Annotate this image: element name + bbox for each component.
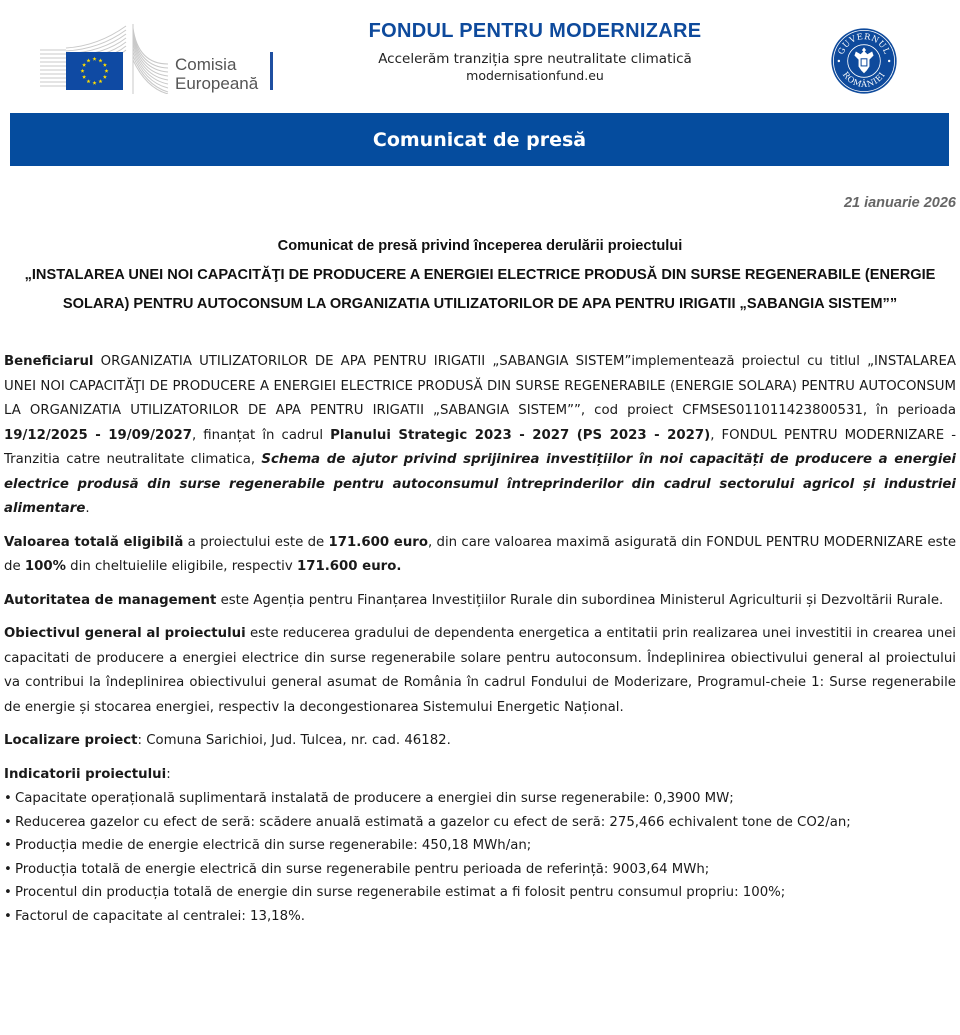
fund-title: FONDUL PENTRU MODERNIZARE — [368, 20, 702, 42]
location-label: Localizare proiect — [4, 733, 138, 748]
indicator-item — [4, 787, 956, 811]
eu-star-icon — [103, 63, 107, 67]
indicator-item — [4, 905, 956, 929]
bullet-icon: • — [4, 861, 12, 877]
project-period: 19/12/2025 - 19/09/2027 — [4, 427, 192, 443]
press-release-body — [4, 350, 956, 928]
banner-title: Comunicat de presă — [372, 128, 587, 151]
ec-logo-text — [175, 55, 258, 93]
headline-line-2: „INSTALAREA UNEI NOI CAPACITĂŢI DE PRODUCERE A ENERGIEI ELECTRICE PRODUSĂ DIN SURSE REGENERABILE (ENERGIE — [24, 267, 936, 283]
beneficiary-text-4: . — [85, 501, 90, 516]
beneficiary-text-3: , FONDUL PENTRU MODERNIZARE - Tranzitia catre neutralitate climatica, — [4, 427, 956, 467]
eu-star-icon — [98, 58, 102, 62]
press-release-banner — [10, 113, 949, 166]
indicators-list — [4, 787, 956, 928]
indicators-colon: : — [166, 766, 171, 782]
page-header — [0, 0, 960, 108]
management-authority-text: este Agenția pentru Finanțarea Investițiilor Rurale din subordinea Ministerul Agriculturii și Dezvoltării Rurale. — [216, 592, 944, 608]
seal-top-text: GUVERNUL — [835, 31, 893, 56]
beneficiary-text-2: , finanțat în cadrul — [191, 427, 331, 443]
bullet-icon: • — [4, 791, 12, 806]
indicator-text: Procentul din producția totală de energie din surse regenerabile estimat a fi folosit pentru consumul propriu: 100%; — [15, 885, 786, 900]
indicator-text: Producția totală de energie electrică din surse regenerabile pentru perioada de referință: 9003,64 MWh; — [15, 861, 710, 877]
headline-line-3: SOLARA) PENTRU AUTOCONSUM LA ORGANIZATIA UTILIZATORILOR DE APA PENTRU IRIGATII „SABANGIA SISTEM”” — [62, 296, 898, 312]
eligible-value-text: a proiectului este de — [183, 534, 329, 550]
indicator-item — [4, 858, 956, 882]
general-objective-text: este reducerea gradului de dependenta energetica a entitatii prin realizarea unei investitii in crearea unei capacitati de producere a energiei electrice din surse regenerabile solare pentru autoconsum. Îndeplinirea obiectivului general al proiectului va contribui la îndeplinirea obiectivului general asumat de România în cadrul Fondului de Moderizare, Programul-cheie 1: Surse regenerabile de energie și stocarea energiei, respectiv la decongestionarea Sistemului Energetic Național. — [4, 626, 956, 715]
general-objective-paragraph — [4, 622, 956, 720]
eligible-value-text-4: . — [396, 559, 402, 574]
eu-star-icon — [86, 79, 90, 83]
eligible-value-label: Valoarea totală eligibilă — [4, 534, 184, 550]
eu-star-icon — [92, 81, 96, 85]
eu-star-icon — [98, 79, 102, 83]
management-authority-paragraph — [4, 589, 956, 614]
bullet-icon: • — [4, 838, 12, 853]
general-objective-label: Obiectivul general al proiectului — [4, 626, 246, 641]
eligible-value-text-2: , din care valoarea maximă asigurată din FONDUL PENTRU MODERNIZARE este de — [4, 534, 956, 574]
seal-bottom-text: ROMÂNIEI — [840, 69, 888, 89]
location-text: : Comuna Sarichioi, Jud. Tulcea, nr. cad. 46182. — [137, 733, 451, 748]
bullet-icon: • — [4, 814, 12, 830]
modernisation-fund-block — [340, 20, 730, 83]
indicator-text: Producția medie de energie electrică din surse regenerabile: 450,18 MWh/an; — [15, 838, 532, 853]
management-authority-label: Autoritatea de management — [4, 592, 217, 608]
eu-star-icon — [82, 63, 86, 67]
total-eligible-value: 171.600 euro — [328, 534, 428, 550]
beneficiary-paragraph — [4, 350, 956, 522]
beneficiary-label: Beneficiarul — [4, 354, 94, 369]
eligible-value-paragraph — [4, 531, 956, 580]
romanian-government-seal-icon — [830, 27, 898, 95]
bullet-icon: • — [4, 885, 12, 900]
ec-logo-bar — [270, 52, 273, 90]
indicator-text: Capacitate operațională suplimentară instalată de producere a energiei din surse regenerabile: 0,3900 MW; — [15, 791, 734, 806]
indicator-item — [4, 834, 956, 858]
eu-star-icon — [80, 69, 84, 73]
funding-percent: 100% — [24, 559, 66, 574]
indicator-text: Reducerea gazelor cu efect de seră: scădere anuală estimată a gazelor cu efect de seră: 275,466 echivalent tone de CO2/an; — [15, 814, 851, 830]
aid-scheme: Schema de ajutor privind sprijinirea investițiilor în noi capacități de producere a energiei electrice produsă din surse regenerabile pentru autoconsumul întreprinderilor din cadrul sectorului agricol și industriei alimentare — [4, 452, 956, 516]
eu-star-icon — [86, 58, 90, 62]
indicator-text: Factorul de capacitate al centralei: 13,18%. — [15, 908, 305, 924]
strategic-plan: Planului Strategic 2023 - 2027 (PS 2023 - 2027) — [330, 427, 711, 443]
location-paragraph — [4, 729, 956, 754]
funding-amount: 171.600 euro — [296, 559, 397, 574]
fund-website: modernisationfund.eu — [466, 68, 604, 83]
bullet-icon: • — [4, 908, 12, 924]
beneficiary-text: ORGANIZATIA UTILIZATORILOR DE APA PENTRU IRIGATII „SABANGIA SISTEM”implementează proiectul cu titlul „INSTALAREA UNEI NOI CAPACITĂŢI DE PRODUCERE A ENERGIEI ELECTRICE PRODUSĂ DIN SURSE REGENERABILE (ENERGIE SOLARA) PENTRU AUTOCONSUM LA ORGANIZATIA UTILIZATORILOR DE APA PENTRU IRIGATII „SABANGIA SISTEM””, cod proiect CFMSES011011423800531, în perioada — [4, 354, 956, 418]
fund-tagline: Accelerăm tranziția spre neutralitate climatică — [378, 51, 692, 67]
eligible-value-text-3: din cheltuielile eligibile, respectiv — [65, 559, 297, 574]
eu-star-icon — [92, 57, 96, 61]
european-commission-logo — [38, 24, 278, 94]
indicators-heading — [4, 763, 956, 788]
eu-flag-icon — [66, 52, 123, 90]
eu-star-icon — [82, 75, 86, 79]
headline-line-1: Comunicat de presă privind începerea derulării proiectului — [277, 238, 683, 254]
publication-date: 21 ianuarie 2026 — [843, 195, 956, 211]
press-release-headline — [0, 232, 960, 319]
eu-star-icon — [104, 69, 108, 73]
indicator-item — [4, 881, 956, 905]
indicator-item — [4, 811, 956, 835]
eu-star-icon — [103, 75, 107, 79]
ec-logo-line1: Comisia — [175, 55, 237, 74]
indicators-label: Indicatorii proiectului — [4, 766, 167, 782]
ec-logo-line2: Europeană — [175, 74, 259, 93]
